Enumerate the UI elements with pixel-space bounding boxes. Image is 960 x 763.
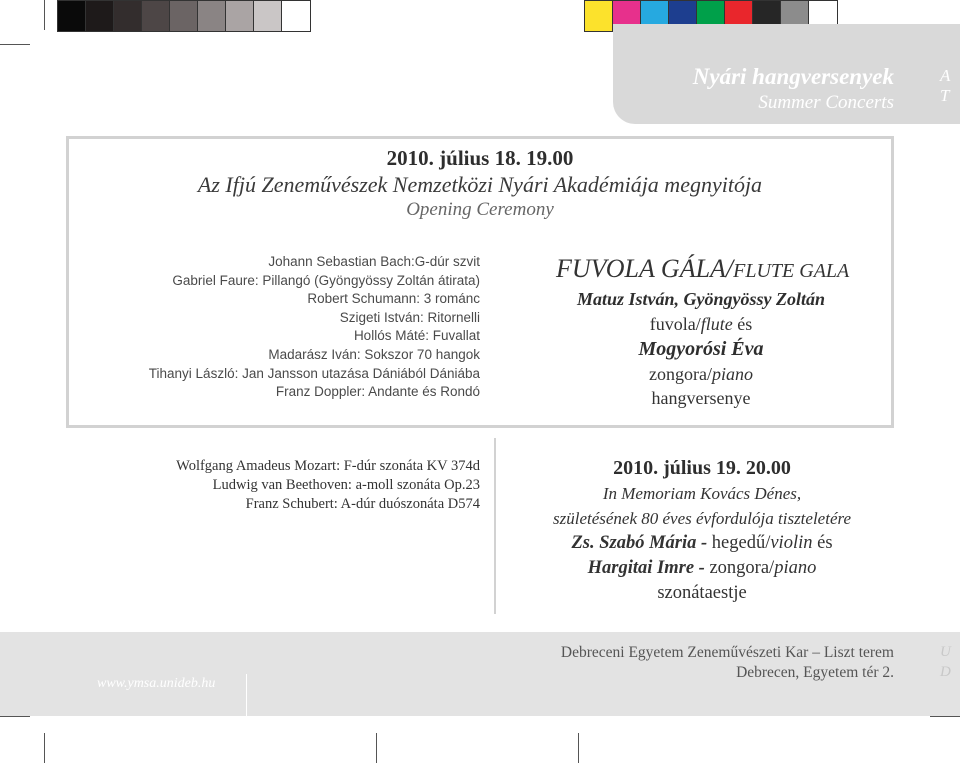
- flute-performers: Matuz István, Gyöngyössy Zoltán: [576, 289, 826, 309]
- program-item: Franz Schubert: A-dúr duószonáta D574: [245, 496, 480, 512]
- instrument-hu: zongora/: [649, 364, 712, 384]
- venue-name: Debreceni Egyetem Zeneművészeti Kar – Liszt terem: [560, 644, 894, 661]
- piano-performer: Hargitai Imre -: [587, 558, 705, 578]
- instrument-en: violin: [770, 533, 813, 553]
- memoriam-line: In Memoriam Kovács Dénes,: [602, 484, 802, 503]
- crop-mark: [0, 44, 30, 45]
- sonata-closing: szonátaestje: [657, 583, 747, 603]
- footer-divider: [246, 674, 247, 716]
- instrument-hu: fuvola/: [649, 314, 701, 334]
- program-item: Wolfgang Amadeus Mozart: F-dúr szonáta KV 374d: [176, 458, 480, 474]
- instrument-en: piano: [774, 558, 817, 578]
- violin-performer-line: [527, 531, 877, 556]
- piano-performer: Mogyorósi Éva: [638, 338, 764, 360]
- color-swatch: [142, 1, 170, 31]
- flute-gala-block: [556, 254, 850, 410]
- opening-date: 2010. július 18. 19.00: [386, 146, 574, 170]
- opening-subtitle: Opening Ceremony: [406, 199, 554, 220]
- instrument-hu: hegedű/: [707, 533, 771, 553]
- opening-program-list: [149, 253, 480, 402]
- program-item: Madarász Iván: Sokszor 70 hangok: [268, 346, 480, 362]
- crop-mark: [376, 733, 377, 763]
- crop-mark: [578, 733, 579, 763]
- color-swatch: [254, 1, 282, 31]
- color-swatch: [585, 1, 613, 31]
- instrument-en: piano: [711, 364, 753, 384]
- color-swatch: [198, 1, 226, 31]
- color-swatch: [226, 1, 254, 31]
- crop-mark: [930, 716, 960, 717]
- sonata-date: 2010. július 19. 20.00: [613, 457, 791, 479]
- piano-performer-line: [527, 556, 877, 581]
- header-edge-letter: A: [940, 66, 951, 85]
- crop-mark: [44, 0, 45, 30]
- program-item: Johann Sebastian Bach:G-dúr szvit: [268, 254, 480, 269]
- conjunction: és: [732, 314, 753, 334]
- conjunction: és: [812, 533, 833, 553]
- color-swatch: [58, 1, 86, 31]
- header-title: Nyári hangversenyek: [692, 64, 894, 89]
- program-item: Szigeti István: Ritornelli: [339, 309, 480, 325]
- divider-line: [494, 438, 496, 614]
- crop-mark: [44, 733, 45, 763]
- violin-performer: Zs. Szabó Mária -: [571, 533, 708, 553]
- sonata-evening-block: [527, 456, 877, 606]
- instrument-hu: zongora/: [704, 558, 775, 578]
- program-item: Ludwig van Beethoven: a-moll szonáta Op.23: [212, 477, 480, 493]
- header-edge-letter: T: [940, 86, 950, 105]
- grayscale-swatches: [57, 0, 311, 32]
- crop-mark: [0, 716, 30, 717]
- color-swatch: [282, 1, 310, 31]
- opening-title: Az Ifjú Zeneművészek Nemzetközi Nyári Akadémiája megnyitója: [197, 172, 763, 197]
- header-subtitle: Summer Concerts: [758, 92, 894, 113]
- program-item: Robert Schumann: 3 románc: [307, 291, 480, 307]
- flute-instrument-line: [556, 312, 846, 336]
- flute-gala-title-hu: FUVOLA GÁLA/: [556, 254, 734, 283]
- venue-address: Debrecen, Egyetem tér 2.: [736, 664, 894, 681]
- color-swatch: [86, 1, 114, 31]
- piano-instrument-line: [556, 362, 846, 386]
- instrument-en: flute: [700, 314, 733, 334]
- program-item: Hollós Máté: Fuvallat: [353, 328, 480, 344]
- footer-edge-letter: U: [940, 644, 951, 660]
- flute-gala-closing: hangversenye: [651, 388, 751, 408]
- memoriam-line: születésének 80 éves évfordulója tiszteletére: [552, 509, 852, 528]
- program-item: Tihanyi László: Jan Jansson utazása Dániából Dániába: [148, 365, 480, 381]
- footer-edge-letter: D: [940, 664, 951, 680]
- flute-gala-title: [556, 254, 850, 286]
- program-item: Franz Doppler: Andante és Rondó: [275, 384, 480, 400]
- flute-gala-title-en: FLUTE GALA: [733, 260, 850, 282]
- sonata-program-list: [176, 457, 480, 514]
- website-link[interactable]: www.ymsa.unideb.hu: [97, 676, 216, 691]
- program-item: Gabriel Faure: Pillangó (Gyöngyössy Zoltán átirata): [172, 272, 480, 288]
- color-swatch: [170, 1, 198, 31]
- color-swatch: [114, 1, 142, 31]
